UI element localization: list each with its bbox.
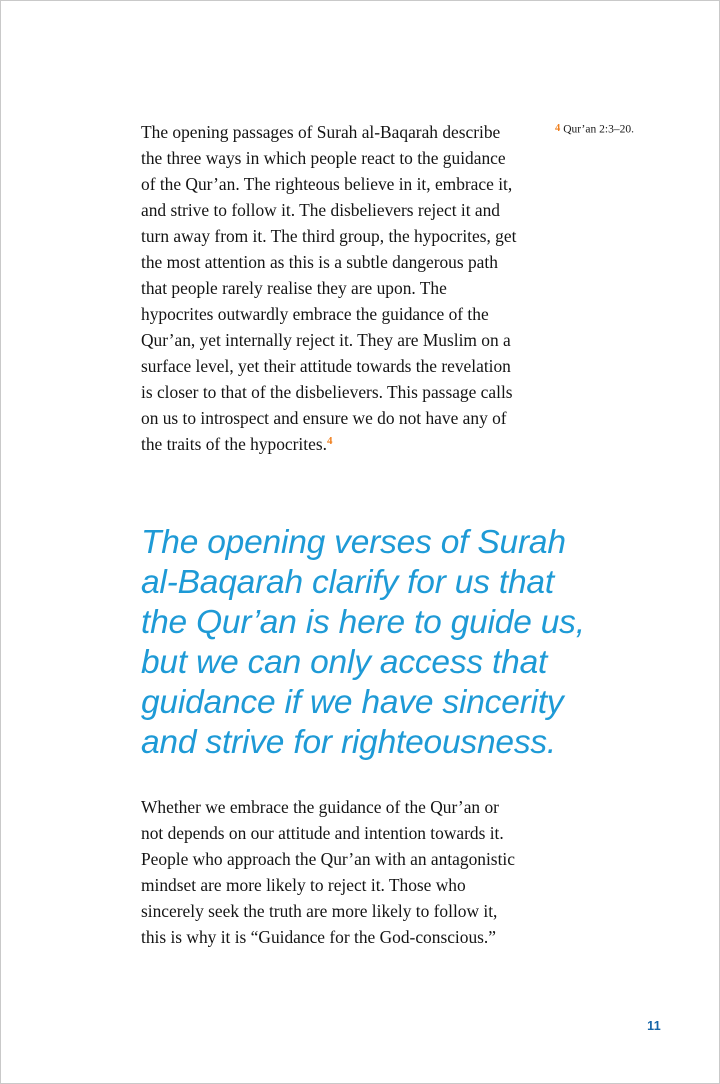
body-paragraph-second: Whether we embrace the guidance of the Qur’an or not depends on our attitude and intention towards it. People who approach the Qur’an with an antagonistic mindset are more likely to reject it. Those who sincerely seek the truth are more likely to follow it, this is why it is “Guidance for the God-conscious.” bbox=[141, 797, 515, 947]
paragraph-block-first bbox=[141, 119, 523, 457]
footnote-number-marker: 4 bbox=[555, 123, 561, 134]
page-number: 11 bbox=[647, 1019, 661, 1033]
margin-footnote-note bbox=[555, 121, 705, 138]
footnote-citation-text: Qur’an 2:3–20. bbox=[563, 123, 634, 136]
pull-quote: The opening verses of Surah al-Baqarah clarify for us that the Qur’an is here to guide us, but we can only access that guidance if we have sincerity and strive for righteousness. bbox=[141, 524, 585, 761]
paragraph-block-second bbox=[141, 794, 523, 950]
body-paragraph-first-text: The opening passages of Surah al-Baqarah describe the three ways in which people react to the guidance of the Qur’an. The righteous believe in it, embrace it, and strive to follow it. The disbelievers reject it and turn away from it. The third group, the hypocrites, get the most attention as this is a subtle dangerous path that people rarely realise they are upon. The hypocrites outwardly embrace the guidance of the Qur’an, yet internally reject it. They are Muslim on a surface level, yet their attitude towards the revelation is closer to that of the disbelievers. This passage calls on us to introspect and ensure we do not have any of the traits of the hypocrites. bbox=[141, 122, 517, 454]
inline-footnote-reference: 4 bbox=[326, 435, 333, 447]
body-paragraph-first bbox=[141, 119, 523, 457]
